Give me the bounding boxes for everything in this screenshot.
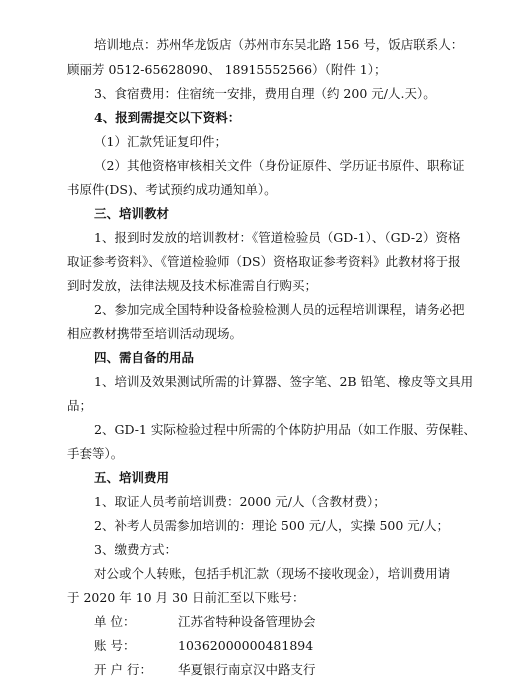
section-heading: 四、需自备的用品 bbox=[94, 350, 195, 365]
text-line: 书原件(DS)、考试预约成功通知单）。 bbox=[67, 182, 277, 197]
text-line: 2、GD-1 实际检验过程中所需的个体防护用品（如工作服、劳保鞋、 bbox=[94, 422, 476, 437]
account-unit-row bbox=[94, 613, 532, 631]
text-line: 顾丽芳 0512-65628090、 18915552566）（附件 1）； bbox=[67, 62, 387, 77]
account-number-value: 10362000000481894 bbox=[178, 638, 314, 653]
account-bank-label: 开 户 行： bbox=[94, 662, 152, 677]
text-line: 2、参加完成全国特种设备检验检测人员的远程培训课程，请务必把 bbox=[94, 302, 465, 317]
section-heading: 4、报到需提交以下资料： bbox=[94, 110, 241, 125]
text-line: 培训地点：苏州华龙饭店（苏州市东吴北路 156 号，饭店联系人： bbox=[94, 37, 464, 52]
text-line: 到时发放，法律法规及技术标准需自行购买； bbox=[67, 278, 318, 293]
text-line: 品； bbox=[67, 398, 93, 413]
account-number-row bbox=[94, 637, 532, 655]
text-line: 1、报到时发放的培训教材：《管道检验员（GD-1）、（GD-2）资格 bbox=[94, 230, 461, 245]
text-line: 1、培训及效果测试所需的计算器、签字笔、2B 铅笔、橡皮等文具用 bbox=[94, 374, 474, 389]
text-line: 取证参考资料》、《管道检验师（DS）资格取证参考资料》此教材将于报 bbox=[67, 254, 461, 269]
text-line: （2）其他资格审核相关文件（身份证原件、学历证书原件、职称证 bbox=[94, 158, 465, 173]
text-line: 相应教材携带至培训活动现场。 bbox=[67, 326, 243, 341]
section-heading: 五、培训费用 bbox=[94, 470, 170, 485]
account-number-label: 账 号： bbox=[94, 638, 136, 653]
section-heading: 三、培训教材 bbox=[94, 206, 170, 221]
account-bank-value: 华夏银行南京汉中路支行 bbox=[178, 662, 316, 677]
text-line: 2、补考人员需参加培训的：理论 500 元/人，实操 500 元/人； bbox=[94, 518, 449, 533]
text-line: （1）汇款凭证复印件； bbox=[94, 134, 227, 149]
text-line: 手套等）。 bbox=[67, 446, 124, 461]
account-unit-label: 单 位： bbox=[94, 614, 136, 629]
text-line: 于 2020 年 10 月 30 日前汇至以下账号： bbox=[67, 590, 305, 605]
account-bank-row bbox=[94, 661, 532, 679]
text-line: 3、食宿费用：住宿统一安排，费用自理（约 200 元/人.天）。 bbox=[94, 86, 436, 101]
text-line: 1、取证人员考前培训费：2000 元/人（含教材费）； bbox=[94, 494, 386, 509]
text-line: 3、缴费方式： bbox=[94, 542, 177, 557]
text-line: 对公或个人转账，包括手机汇款（现场不接收现金），培训费用请 bbox=[94, 566, 451, 581]
account-unit-value: 江苏省特种设备管理协会 bbox=[178, 614, 316, 629]
